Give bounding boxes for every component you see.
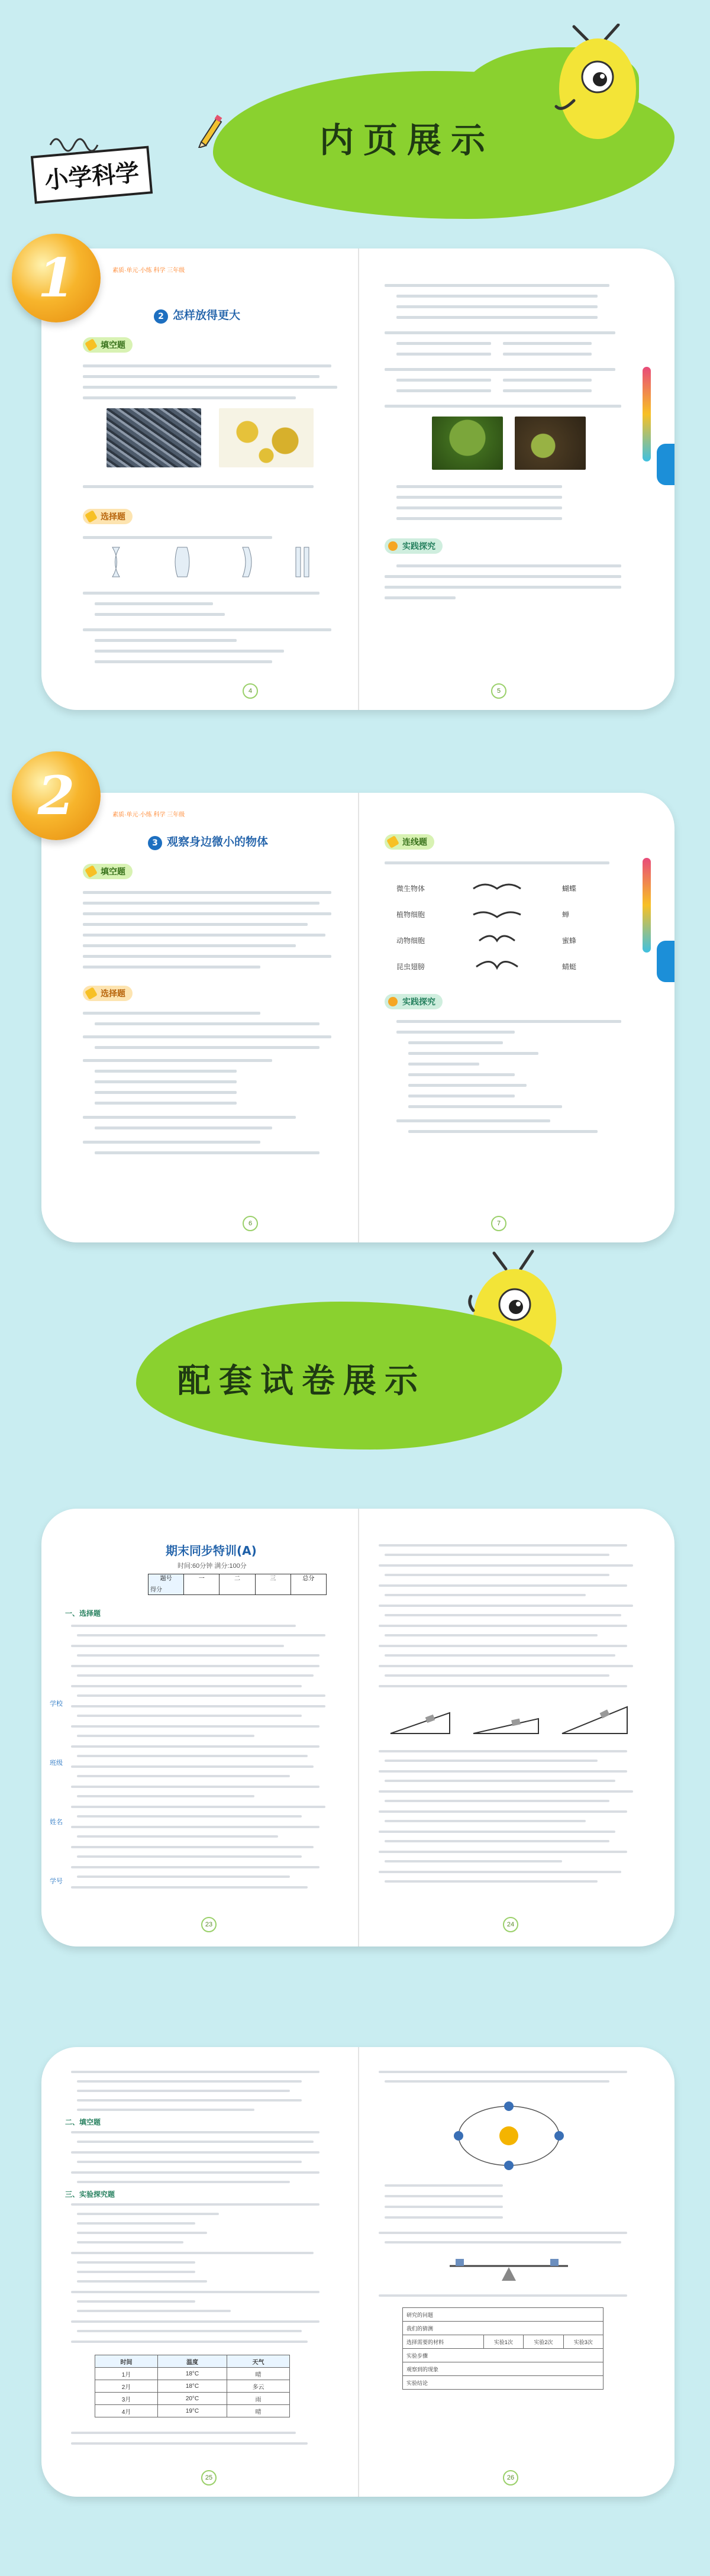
- text-line: [83, 912, 331, 915]
- text-line: [379, 1685, 627, 1687]
- form-row: 实验步骤: [403, 2349, 604, 2362]
- text-line: [71, 2252, 314, 2254]
- subject-tag: 小学科学: [31, 146, 153, 204]
- text-line: [83, 628, 331, 631]
- text-line: [77, 1694, 325, 1697]
- microscope-photo: [106, 408, 201, 467]
- text-line: [379, 1750, 627, 1752]
- section-heading: 三、实验探究题: [65, 2190, 115, 2199]
- text-line: [77, 2181, 290, 2183]
- text-line: [385, 1634, 598, 1636]
- page-number: 5: [491, 683, 506, 699]
- text-line: [77, 2222, 195, 2225]
- section-choice: 选择题: [83, 986, 133, 1001]
- match-right-item: 蜜蜂: [562, 937, 577, 945]
- text-line: [379, 1770, 627, 1773]
- text-line: [385, 1594, 586, 1596]
- squiggle-icon: [47, 130, 101, 154]
- exam-subtitle: 时间:60分钟 满分:100分: [178, 1563, 247, 1570]
- section-fill: 填空题: [83, 337, 133, 353]
- score-row-label: 得分: [150, 1587, 162, 1593]
- text-line: [379, 1790, 633, 1793]
- text-line: [385, 405, 621, 408]
- text-line: [385, 2216, 503, 2219]
- text-line: [71, 1886, 308, 1889]
- text-line: [396, 564, 621, 567]
- text-line: [379, 1645, 627, 1647]
- text-line: [71, 2131, 320, 2133]
- pencil-icon: [195, 112, 225, 148]
- text-line: [379, 1665, 633, 1667]
- text-line: [83, 396, 296, 399]
- page-header: 素质·单元·小练 科学 三年级: [112, 267, 185, 274]
- text-line: [408, 1095, 515, 1097]
- text-line: [77, 1634, 325, 1636]
- text-line: [95, 1126, 272, 1129]
- lesson-number: 3: [148, 836, 162, 850]
- page-number: 4: [243, 683, 258, 699]
- match-right-item: 蜻蜓: [562, 963, 577, 971]
- experiment-form: [402, 2307, 604, 2390]
- side-tab: [657, 941, 674, 982]
- text-line: [385, 1614, 621, 1616]
- text-line: [385, 1674, 609, 1677]
- text-line: [71, 1625, 296, 1627]
- text-line: [71, 1745, 320, 1748]
- table-row: 4月 19°C 晴: [95, 2405, 290, 2417]
- mold-photo: [515, 417, 586, 470]
- text-line: [83, 891, 331, 894]
- text-line: [77, 2261, 195, 2264]
- form-row: 研究的问题: [403, 2308, 604, 2322]
- text-line: [396, 389, 491, 392]
- table-row: 3月 20°C 雨: [95, 2393, 290, 2405]
- match-right-item: 蝉: [562, 911, 570, 919]
- text-line: [71, 1846, 314, 1848]
- text-line: [77, 2241, 183, 2243]
- text-line: [71, 2341, 308, 2343]
- text-line: [408, 1105, 562, 1108]
- text-line: [503, 379, 592, 382]
- text-line: [83, 955, 331, 958]
- text-line: [385, 575, 621, 578]
- score-cell: 一: [184, 1574, 220, 1594]
- text-line: [95, 639, 237, 642]
- text-line: [385, 284, 609, 287]
- spread-1: [41, 248, 674, 710]
- table-row: 1月 18°C 晴: [95, 2368, 290, 2380]
- text-line: [71, 1806, 325, 1808]
- score-cell: 二: [220, 1574, 255, 1594]
- lesson-title: [154, 306, 240, 324]
- text-line: [396, 485, 562, 488]
- form-row: 观察到的现象: [403, 2362, 604, 2376]
- section-fill: 填空题: [83, 864, 133, 879]
- exam-spread-1: [41, 1509, 674, 1946]
- text-line: [83, 485, 314, 488]
- section-heading: 一、选择题: [65, 1609, 101, 1618]
- page-number: 7: [491, 1216, 506, 1231]
- form-row: 我们的猜测: [403, 2322, 604, 2335]
- text-line: [95, 1070, 237, 1073]
- text-line: [95, 1022, 320, 1025]
- orbit-diagram: [450, 2094, 568, 2177]
- text-line: [95, 650, 284, 653]
- text-line: [83, 1012, 260, 1015]
- text-line: [71, 2171, 320, 2174]
- text-line: [396, 517, 562, 520]
- text-line: [77, 2271, 195, 2273]
- text-line: [385, 2241, 621, 2243]
- text-line: [77, 2213, 219, 2215]
- section-heading: 二、填空题: [65, 2118, 101, 2126]
- text-line: [77, 2310, 231, 2312]
- text-line: [71, 2291, 320, 2293]
- lesson-title-text: 观察身边微小的物体: [167, 835, 269, 848]
- text-line: [77, 1855, 302, 1858]
- text-line: [71, 2442, 308, 2445]
- text-line: [77, 2080, 302, 2083]
- match-left-item: 昆虫翅膀: [396, 963, 425, 971]
- spine: [358, 1509, 359, 1946]
- text-line: [385, 1654, 615, 1657]
- match-right-col: [562, 876, 615, 980]
- text-line: [385, 1554, 609, 1556]
- lesson-title: [148, 833, 268, 850]
- spread-number-badge: 1: [12, 234, 101, 322]
- text-line: [385, 1780, 615, 1782]
- text-line: [83, 386, 337, 389]
- section-practice: 实践探究: [385, 994, 443, 1009]
- text-line: [71, 1645, 284, 1647]
- text-line: [385, 586, 621, 589]
- text-line: [396, 1119, 550, 1122]
- mascot-icon: [532, 24, 639, 142]
- text-line: [95, 660, 272, 663]
- text-line: [83, 923, 308, 926]
- page-number: 26: [503, 2470, 518, 2485]
- incline-diagrams: [385, 1704, 633, 1739]
- text-line: [503, 389, 592, 392]
- balance-diagram: [444, 2254, 574, 2284]
- section-match: 连线题: [385, 834, 434, 850]
- lesson-title-text: 怎样放得更大: [173, 309, 241, 322]
- text-line: [71, 1866, 320, 1868]
- text-line: [379, 2232, 627, 2234]
- text-line: [385, 2195, 503, 2197]
- text-line: [408, 1084, 527, 1087]
- text-line: [95, 1091, 237, 1094]
- score-cell: 三: [256, 1574, 291, 1594]
- text-line: [83, 1141, 260, 1144]
- text-line: [77, 2330, 302, 2332]
- moss-photo: [432, 417, 503, 470]
- text-line: [379, 1851, 627, 1853]
- page-header: 素质·单元·小练 科学 三年级: [112, 812, 185, 818]
- text-line: [396, 1020, 621, 1023]
- text-line: [95, 1102, 237, 1105]
- text-line: [385, 861, 609, 864]
- text-line: [385, 331, 615, 334]
- binding-side-labels: [50, 1674, 63, 1911]
- wing-icons: [462, 876, 538, 982]
- text-line: [77, 1835, 278, 1838]
- side-label: 姓名: [50, 1819, 63, 1826]
- text-line: [83, 1116, 296, 1119]
- text-line: [385, 2184, 503, 2187]
- text-line: [83, 364, 331, 367]
- text-line: [408, 1063, 479, 1066]
- text-line: [408, 1041, 503, 1044]
- text-line: [408, 1052, 538, 1055]
- form-row: 实验结论: [403, 2376, 604, 2390]
- match-left-item: 动物细胞: [396, 937, 425, 945]
- text-line: [71, 2432, 296, 2434]
- section-practice: 实践探究: [385, 538, 443, 554]
- page-number: 23: [201, 1917, 217, 1932]
- text-line: [396, 379, 491, 382]
- side-label: 学号: [50, 1878, 63, 1885]
- text-line: [83, 944, 296, 947]
- text-line: [379, 1584, 627, 1587]
- text-line: [396, 1031, 515, 1034]
- text-line: [503, 342, 592, 345]
- spread-2: [41, 793, 674, 1242]
- match-right-item: 蝴蝶: [562, 885, 577, 893]
- text-line: [385, 1860, 562, 1862]
- text-line: [396, 295, 598, 298]
- text-line: [71, 1705, 325, 1707]
- text-line: [379, 1564, 633, 1567]
- text-line: [379, 2294, 627, 2297]
- banner-2-title: 配套试卷展示: [178, 1362, 426, 1400]
- table-header: 天气: [227, 2355, 289, 2368]
- table-header: 时间: [95, 2355, 158, 2368]
- side-ribbon: [643, 367, 651, 461]
- text-line: [71, 1725, 320, 1728]
- exam-title: 期末同步特训(A): [166, 1544, 257, 1558]
- text-line: [71, 1765, 314, 1768]
- text-line: [379, 1544, 627, 1547]
- text-line: [77, 1875, 290, 1878]
- text-line: [83, 966, 260, 969]
- text-line: [77, 1735, 254, 1737]
- temperature-table: [95, 2355, 290, 2417]
- text-line: [396, 342, 491, 345]
- text-line: [77, 2161, 302, 2163]
- text-line: [396, 305, 598, 308]
- text-line: [379, 1871, 621, 1873]
- match-left-item: 植物细胞: [396, 911, 425, 919]
- page-number: 6: [243, 1216, 258, 1231]
- text-line: [71, 2071, 320, 2073]
- score-cell: 题号: [149, 1574, 184, 1594]
- text-line: [95, 1151, 320, 1154]
- text-line: [95, 602, 213, 605]
- text-line: [83, 536, 272, 539]
- section-choice: 选择题: [83, 509, 133, 524]
- text-line: [385, 1840, 609, 1842]
- text-line: [408, 1073, 515, 1076]
- text-line: [71, 2151, 320, 2154]
- text-line: [77, 1815, 302, 1818]
- text-line: [385, 2206, 503, 2208]
- text-line: [396, 316, 598, 319]
- side-label: 学校: [50, 1700, 63, 1707]
- score-table: [148, 1574, 327, 1595]
- match-left-col: [396, 876, 450, 980]
- spine: [358, 248, 359, 710]
- side-tab: [657, 444, 674, 485]
- text-line: [385, 1574, 609, 1576]
- text-line: [77, 2109, 254, 2111]
- text-line: [77, 1674, 314, 1677]
- text-line: [396, 496, 562, 499]
- text-line: [385, 596, 456, 599]
- exam-spread-2: [41, 2047, 674, 2497]
- text-line: [385, 1760, 598, 1762]
- text-line: [379, 1625, 627, 1627]
- text-line: [71, 1786, 320, 1788]
- text-line: [83, 902, 320, 905]
- text-line: [385, 2080, 609, 2083]
- spread-number-badge: 2: [12, 751, 101, 840]
- match-left-item: 微生物体: [396, 885, 425, 893]
- table-header: 温度: [158, 2355, 227, 2368]
- text-line: [71, 1665, 320, 1667]
- spine: [358, 2047, 359, 2497]
- text-line: [83, 592, 320, 595]
- text-line: [95, 613, 225, 616]
- page-number: 25: [201, 2470, 217, 2485]
- pollen-photo: [219, 408, 314, 467]
- text-line: [83, 934, 325, 937]
- text-line: [379, 1605, 633, 1607]
- text-line: [77, 1795, 254, 1797]
- text-line: [385, 1880, 598, 1883]
- side-ribbon: [643, 858, 651, 953]
- table-row: 2月 18°C 多云: [95, 2380, 290, 2393]
- text-line: [77, 1775, 290, 1777]
- text-line: [83, 1059, 272, 1062]
- text-line: [379, 2071, 627, 2073]
- spine: [358, 793, 359, 1242]
- side-label: 班级: [50, 1760, 63, 1767]
- text-line: [385, 368, 615, 371]
- text-line: [408, 1130, 598, 1133]
- text-line: [95, 1046, 320, 1049]
- text-line: [385, 1820, 586, 1822]
- text-line: [379, 1831, 615, 1833]
- text-line: [71, 2320, 320, 2323]
- text-line: [396, 353, 491, 356]
- text-line: [77, 2300, 195, 2303]
- banner-1-title: 内页展示: [320, 120, 495, 160]
- form-row: 选择需要的材料 实验1次 实验2次 实验3次: [403, 2335, 604, 2349]
- text-line: [77, 2090, 290, 2092]
- text-line: [396, 506, 562, 509]
- text-line: [379, 1810, 627, 1813]
- text-line: [83, 1035, 331, 1038]
- text-line: [77, 2099, 302, 2102]
- score-cell: 总分: [302, 1576, 315, 1582]
- text-line: [83, 375, 320, 378]
- text-line: [77, 2232, 207, 2234]
- page-number: 24: [503, 1917, 518, 1932]
- text-line: [71, 1685, 302, 1687]
- text-line: [503, 353, 592, 356]
- text-line: [95, 1080, 237, 1083]
- text-line: [71, 1826, 320, 1828]
- text-line: [77, 1755, 308, 1757]
- text-line: [77, 2280, 207, 2283]
- text-line: [77, 1715, 302, 1717]
- lesson-number: 2: [154, 309, 168, 324]
- text-line: [71, 2203, 320, 2206]
- text-line: [77, 1654, 320, 1657]
- text-line: [77, 2141, 314, 2143]
- lens-diagram: [106, 544, 320, 580]
- text-line: [385, 1800, 609, 1802]
